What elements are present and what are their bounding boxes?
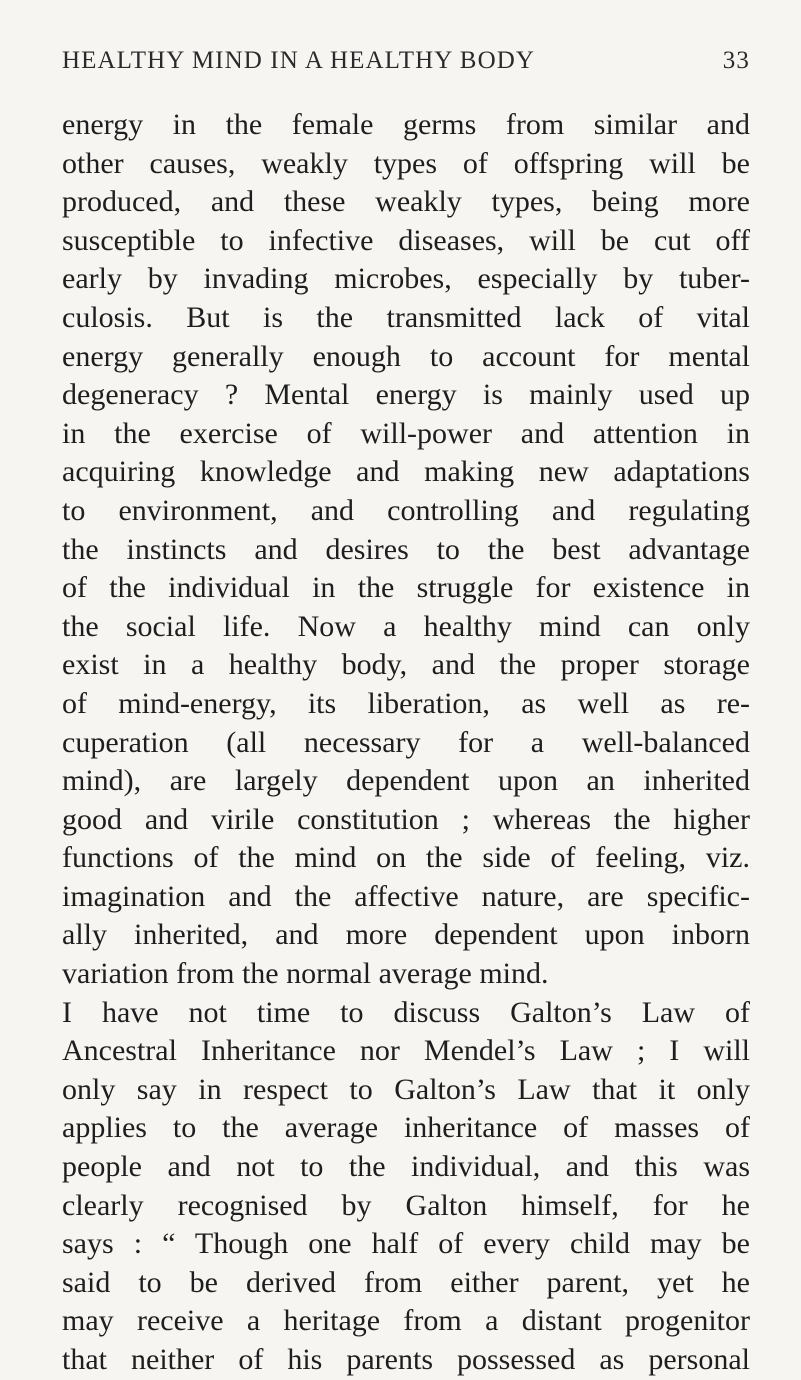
text-line: only say in respect to Galton’s Law that it only (62, 1072, 750, 1106)
text-line: to environment, and controlling and regulating (62, 493, 750, 527)
text-line: in the exercise of will-power and attention in (62, 416, 750, 450)
text-line: clearly recognised by Galton himself, for he (62, 1188, 750, 1222)
text-line: susceptible to infective diseases, will be cut off (62, 223, 750, 257)
text-line: mind), are largely dependent upon an inherited (62, 764, 750, 798)
text-line: variation from the normal average mind. (62, 957, 549, 991)
text-line: energy generally enough to account for mental (62, 339, 750, 373)
text-line: may receive a heritage from a distant progenitor (62, 1304, 750, 1338)
text-line: early by invading microbes, especially by tuber- (62, 262, 750, 296)
page-number: 33 (722, 47, 750, 74)
text-line: produced, and these weakly types, being more (62, 185, 750, 219)
text-line: culosis. But is the transmitted lack of vital (62, 300, 750, 334)
text-line: imagination and the affective nature, are specific- (62, 879, 750, 913)
text-line: degeneracy ? Mental energy is mainly used up (62, 378, 750, 412)
text-line: that neither of his parents possessed as personal (62, 1343, 750, 1376)
text-line: cuperation (all necessary for a well-balanced (62, 725, 750, 759)
text-line: acquiring knowledge and making new adaptations (62, 455, 750, 489)
text-line: I have not time to discuss Galton’s Law of (62, 995, 750, 1029)
text-line: applies to the average inheritance of masses of (62, 1111, 750, 1145)
text-line: good and virile constitution ; whereas the higher (62, 802, 750, 836)
text-line: said to be derived from either parent, yet he (62, 1265, 750, 1299)
running-head (62, 47, 750, 87)
text-line: functions of the mind on the side of feeling, viz. (62, 841, 750, 875)
running-title: HEALTHY MIND IN A HEALTHY BODY (62, 47, 536, 74)
text-line: Ancestral Inheritance nor Mendel’s Law ; I will (62, 1034, 750, 1068)
text-line: of the individual in the struggle for existence in (62, 571, 750, 605)
text-line: the social life. Now a healthy mind can only (62, 609, 750, 643)
body-text (62, 106, 750, 1380)
text-line: energy in the female germs from similar and (62, 108, 750, 141)
text-line: people and not to the individual, and this was (62, 1150, 750, 1184)
text-line: other causes, weakly types of offspring will be (62, 146, 750, 180)
text-line: exist in a healthy body, and the proper storage (62, 648, 750, 682)
text-line: ally inherited, and more dependent upon inborn (62, 918, 750, 952)
text-line: of mind-energy, its liberation, as well as re- (62, 686, 750, 720)
text-line: the instincts and desires to the best advantage (62, 532, 750, 566)
text-line: says : “ Though one half of every child may be (62, 1227, 750, 1261)
